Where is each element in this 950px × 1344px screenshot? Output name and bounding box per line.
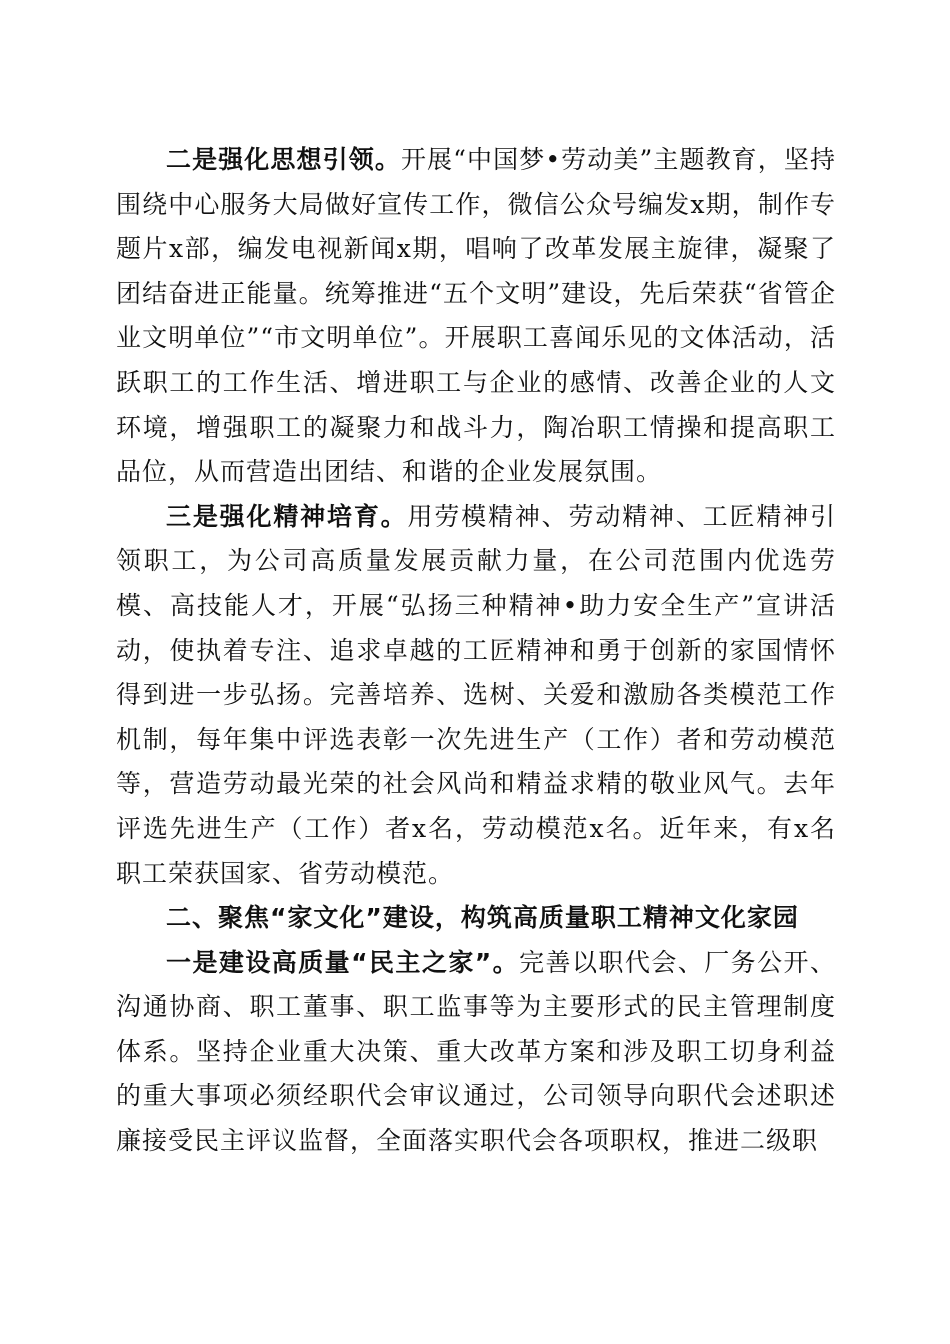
paragraph-text: 完善以职代会、厂务公开、沟通协商、职工董事、职工监事等为主要形式的民主管理制度体系。坚持企业重大决策、重大改革方案和涉及职工切身利益的重大事项必须经职代会审议通过，公司领导向职代会述职述廉接受民主评议监督，全面落实职代会各项职权，推进二级职: [116, 947, 836, 1156]
paragraph-lead: 一是建设高质量“民主之家”。: [166, 947, 520, 977]
paragraph-lead: 三是强化精神培育。: [166, 501, 408, 531]
section-heading: 二、聚焦“家文化”建设，构筑高质量职工精神文化家园: [166, 903, 799, 933]
paragraph-democracy-home: [116, 941, 836, 1164]
paragraph-text: 开展“中国梦•劳动美”主题教育，坚持围绕中心服务大局做好宣传工作，微信公众号编发x期，制作专题片x部，编发电视新闻x期，唱响了改革发展主旋律，凝聚了团结奋进正能量。统筹推进“五个文明”建设，先后荣获“省管企业文明单位”“市文明单位”。开展职工喜闻乐见的文体活动，活跃职工的工作生活、增进职工与企业的感情、改善企业的人文环境，增强职工的凝聚力和战斗力，陶冶职工情操和提高职工品位，从而营造出团结、和谐的企业发展氛围。: [116, 145, 836, 487]
document-body: [116, 138, 836, 1164]
paragraph-text: 用劳模精神、劳动精神、工匠精神引领职工，为公司高质量发展贡献力量，在公司范围内优选劳模、高技能人才，开展“弘扬三种精神•助力安全生产”宣讲活动，使执着专注、追求卓越的工匠精神和勇于创新的家国情怀得到进一步弘扬。完善培养、选树、关爱和激励各类模范工作机制，每年集中评选表彰一次先进生产（工作）者和劳动模范等，营造劳动最光荣的社会风尚和精益求精的敬业风气。去年评选先进生产（工作）者x名，劳动模范x名。近年来，有x名职工荣获国家、省劳动模范。: [116, 501, 836, 888]
paragraph-thought-guidance: [116, 138, 836, 495]
paragraph-lead: 二是强化思想引领。: [166, 145, 401, 174]
paragraph-spirit-cultivation: [116, 495, 836, 896]
